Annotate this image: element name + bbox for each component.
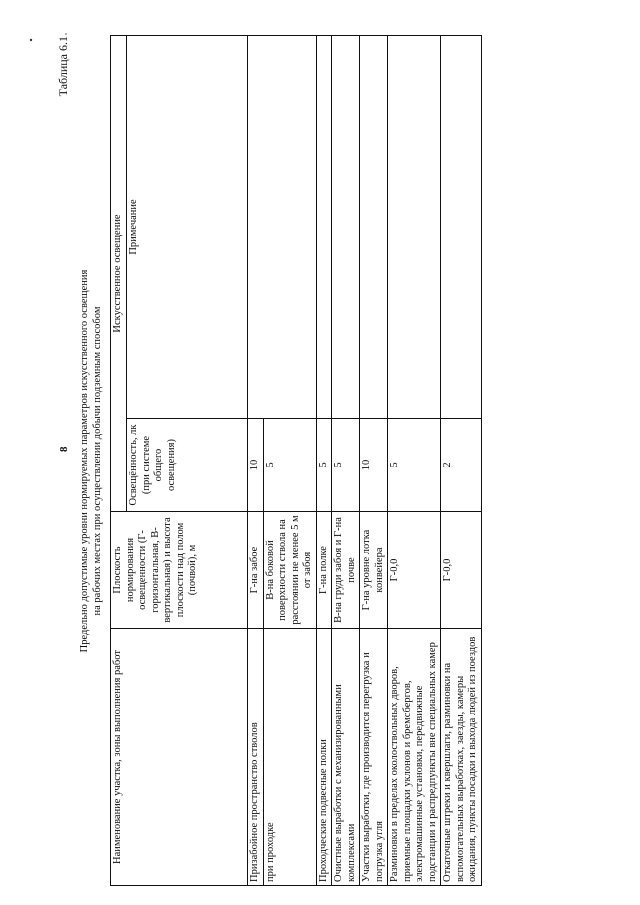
cell-zone: Откаточные штреки и квершлаги, разминовки на вспомогательных выработках, заезды, камеры ожидания, пункты посадки и выхода людей из поездов — [441, 629, 482, 886]
cell-plane: В-на боковой поверхности ствола на расстоянии не менее 5 м от забоя — [263, 512, 316, 629]
table-row — [332, 36, 360, 886]
table-title-line: на рабочих местах при осуществлении добычи подземным способом — [92, 306, 103, 616]
cell-lux: 5 — [388, 419, 441, 512]
header-illuminance: Освещённость, лк (при системе общего освещения) — [127, 419, 248, 512]
cell-plane: В-на груди забоя и Г-на почве — [332, 512, 360, 629]
table-row — [360, 36, 388, 886]
table-row — [316, 36, 332, 886]
cell-zone: Разминовки в пределах околоствольных дворов, приемные площадки уклонов и бремсбергов, электромашинные установки, передвижные подстанции и распредпункты вне специальных камер — [388, 629, 441, 886]
cell-note — [441, 36, 482, 419]
table-label: Таблица 6.1 — [56, 36, 70, 97]
cell-plane: Г-на полке — [316, 512, 332, 629]
cell-lux: 10 — [248, 419, 264, 512]
table-row — [441, 36, 482, 886]
rotated-page-content — [18, 36, 578, 886]
cell-plane: Г-0,0 — [388, 512, 441, 629]
cell-plane: Г-0,0 — [441, 512, 482, 629]
table-title — [78, 36, 104, 886]
cell-plane: Г-на забое — [248, 512, 264, 629]
cell-lux: 10 — [360, 419, 388, 512]
table-header-row — [111, 36, 127, 886]
header-note: Примечание — [127, 36, 248, 419]
table-row — [388, 36, 441, 886]
cell-note — [316, 36, 332, 419]
cell-zone: Проходческие подвесные полки — [316, 629, 332, 886]
cell-lux: 5 — [316, 419, 332, 512]
cell-zone: при проходке — [263, 629, 316, 886]
header-artificial-lighting: Искусственное освещение — [111, 36, 127, 512]
cell-zone: Участки выработки, где производится перегрузка и погрузка угля — [360, 629, 388, 886]
cell-note — [332, 36, 360, 419]
cell-note — [388, 36, 441, 419]
table-title-line: Предельно допустимые уровни нормируемых параметров искусственного освещения — [79, 269, 90, 653]
cell-note — [360, 36, 388, 419]
header-zone: Наименование участка, зоны выполнения работ — [111, 629, 248, 886]
cell-zone: Очистные выработки с механизированными комплексами — [332, 629, 360, 886]
cell-note — [248, 36, 317, 419]
cell-lux: 5 — [332, 419, 360, 512]
header-plane: Плоскость нормирования освещенности (Г-горизонтальная, В-вертикальная) и высота плоскости над полом (почвой), м — [111, 512, 248, 629]
table-row — [248, 36, 264, 886]
cell-zone: Призабойное пространство стволов — [248, 629, 264, 886]
cell-plane: Г-на уровне лотка конвейера — [360, 512, 388, 629]
cell-lux: 5 — [263, 419, 316, 512]
cell-lux: 2 — [441, 419, 482, 512]
scan-speck — [65, 33, 67, 35]
illumination-table — [110, 35, 482, 886]
page-number: 8 — [58, 446, 70, 452]
